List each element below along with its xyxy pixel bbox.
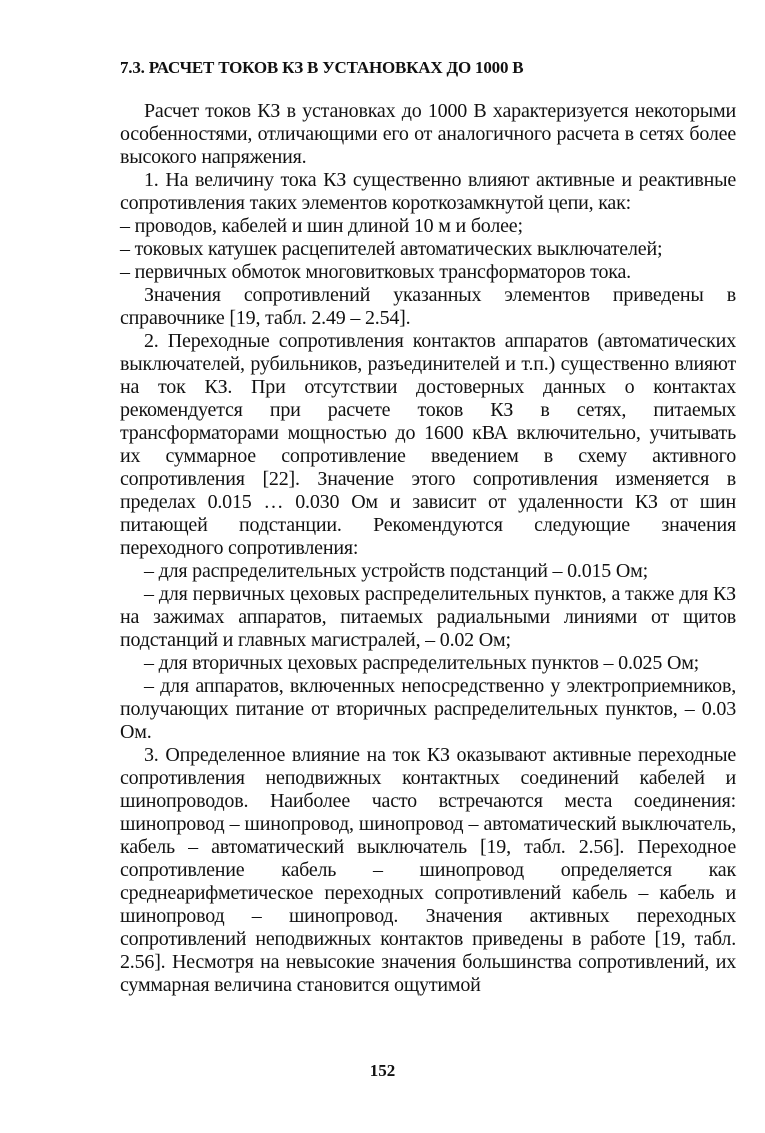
list-item-apparatus: – для аппаратов, включенных непосредственно у электроприемников, получающих питание от вторичных распределительных пунктов, – 0.03 Ом. [120,675,736,743]
paragraph-point-2: 2. Переходные сопротивления контактов аппаратов (автоматических выключателей, рубильников, разъединителей и т.п.) существенно влияют на ток КЗ. При отсутствии достоверных данных о контактах рекомендуется при расчете токов КЗ в сетях, питаемых трансформаторами мощностью до 1600 кВА включительно, учитывать их суммарное сопротивление введением в схему активного сопротивления [22]. Значение этого сопротивления изменяется в пределах 0.015 … 0.030 Ом и зависит от удаленности КЗ от шин питающей подстанции. Рекомендуются следующие значения переходного сопротивления: [120,330,736,559]
list-item-substations: – для распределительных устройств подстанций – 0.015 Ом; [144,560,648,582]
list-item-secondary-points: – для вторичных цеховых распределительных пунктов – 0.025 Ом; [144,652,700,674]
paragraph-point-3: 3. Определенное влияние на ток КЗ оказывают активные переходные сопротивления неподвижных контактных соединений кабелей и шинопроводов. Наиболее часто встречаются места соединения: шинопровод – шинопровод, шинопровод – автоматический выключатель, кабель – автоматический выключатель [19, табл. 2.56]. Переходное сопротивление кабель – шинопровод определяется как среднеарифметическое переходных сопротивлений кабель – кабель и шинопровод – шинопровод. Значения активных переходных сопротивлений неподвижных контактов приведены в работе [19, табл. 2.56]. Несмотря на невысокие значения большинства сопротивлений, их суммарная величина становится ощутимой [120,744,736,996]
paragraph-intro: Расчет токов КЗ в установках до 1000 В характеризуется некоторыми особенностями, отличающими его от аналогичного расчета в сетях более высокого напряжения. [120,100,736,168]
list-item-coils: – токовых катушек расцепителей автоматических выключателей; [120,238,663,260]
paragraph-reference: Значения сопротивлений указанных элементов приведены в справочнике [19, табл. 2.49 – 2.54]. [120,284,736,329]
section-heading: 7.3. РАСЧЕТ ТОКОВ КЗ В УСТАНОВКАХ ДО 1000 В [120,58,524,77]
list-item-primary-points: – для первичных цеховых распределительных пунктов, а также для КЗ на зажимах аппаратов, питаемых радиальными линиями от щитов подстанций и главных магистралей, – 0.02 Ом; [120,583,736,651]
paragraph-point-1: 1. На величину тока КЗ существенно влияют активные и реактивные сопротивления таких элементов короткозамкнутой цепи, как: [120,169,736,214]
list-item-wires: – проводов, кабелей и шин длиной 10 м и более; [120,215,523,237]
page-number: 152 [369,1061,396,1080]
list-item-windings: – первичных обмоток многовитковых трансформаторов тока. [120,261,631,283]
text-column [120,56,736,997]
